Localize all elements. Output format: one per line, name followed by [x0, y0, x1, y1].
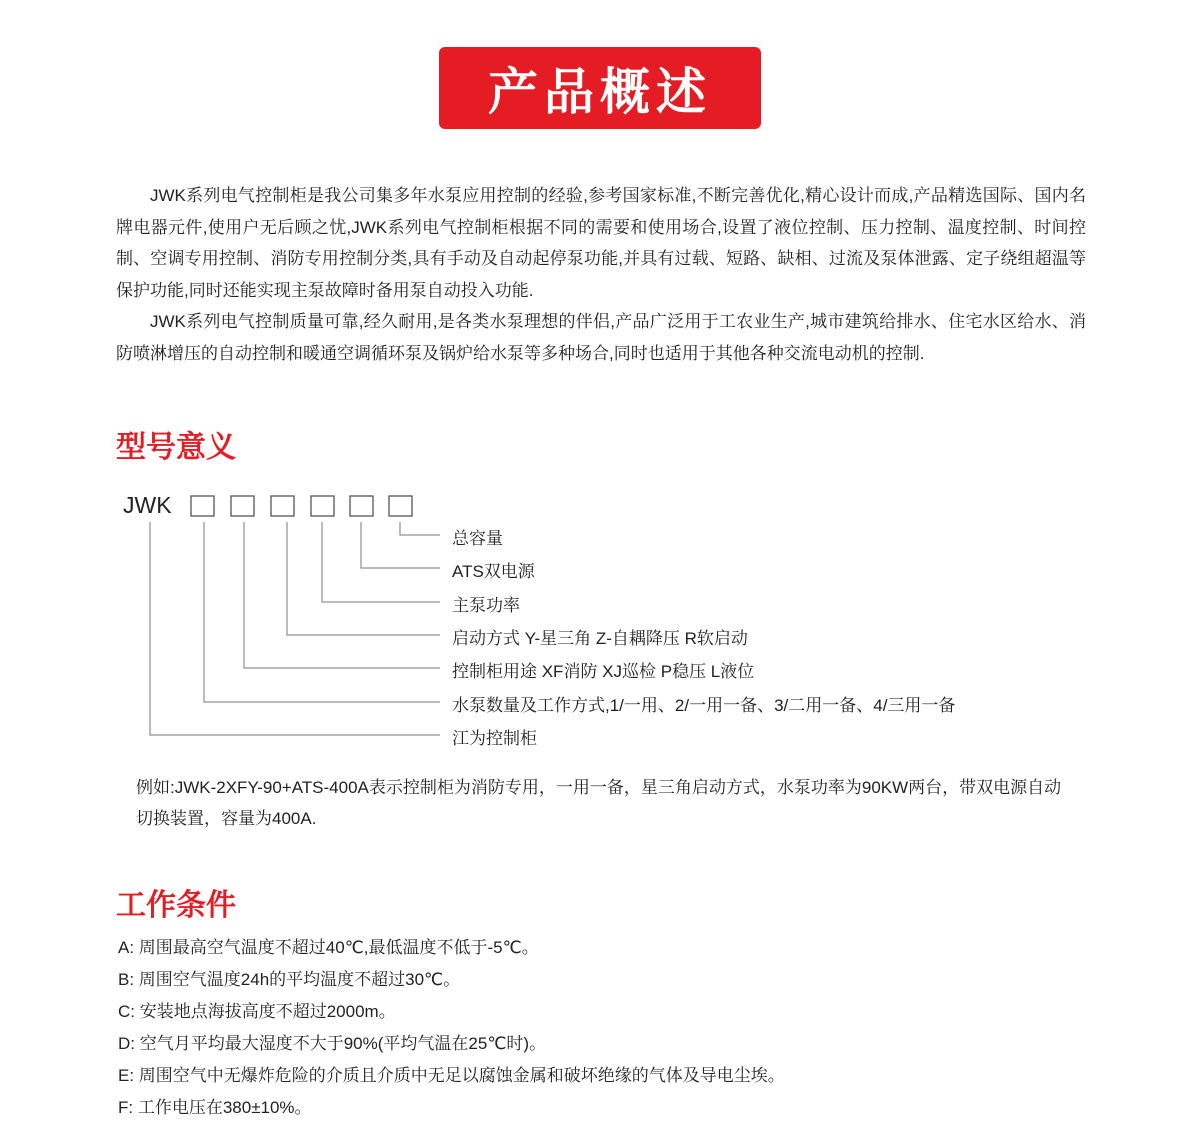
overview-text — [116, 180, 1086, 369]
code-slot-box — [389, 496, 412, 516]
model-prefix: JWK — [123, 492, 172, 518]
legend-label-ats: ATS双电源 — [452, 562, 535, 581]
model-heading: 型号意义 — [116, 431, 236, 464]
code-slot-box — [350, 496, 373, 516]
overview-paragraph: JWK系列电气控制柜是我公司集多年水泵应用控制的经验,参考国家标准,不断完善优化,精心设计而成,产品精选国际、国内名牌电器元件,使用户无后顾之忧,JWK系列电气控制柜根据不同的需要和使用场合,设置了液位控制、压力控制、温度控制、时间控制、空调专用控制、消防专用控制分类,具有手动及自动起停泵功能,并具有过载、短路、缺相、过流及泵体泄露、定子绕组超温等保护功能,同时还能实现主泵故障时备用泵自动投入功能. — [116, 186, 1086, 300]
legend-leader-line — [244, 522, 440, 668]
code-slot-box — [231, 496, 254, 516]
code-slot-box — [311, 496, 334, 516]
conditions-heading: 工作条件 — [116, 889, 236, 922]
condition-item: F: 工作电压在380±10%。 — [118, 1098, 312, 1117]
condition-item: C: 安装地点海拔高度不超过2000m。 — [118, 1002, 396, 1021]
legend-label-start-mode: 启动方式 Y-星三角 Z-自耦降压 R软启动 — [452, 629, 748, 648]
banner-title: 产品概述 — [488, 64, 712, 120]
legend-leader-line — [400, 522, 440, 535]
section-banner — [439, 47, 761, 129]
legend-leader-line — [150, 522, 440, 735]
conditions-list — [118, 932, 785, 1124]
overview-paragraph: JWK系列电气控制质量可靠,经久耐用,是各类水泵理想的伴侣,产品广泛用于工农业生产,城市建筑给排水、住宅水区给水、消防喷淋增压的自动控制和暖通空调循环泵及锅炉给水泵等多种场合,同时也适用于其他各种交流电动机的控制. — [116, 312, 1086, 363]
legend-leader-line — [287, 522, 440, 635]
legend-label-capacity: 总容量 — [452, 529, 503, 548]
condition-item: B: 周围空气温度24h的平均温度不超过30℃。 — [118, 970, 461, 989]
code-slot-box — [271, 496, 294, 516]
legend-label-usage: 控制柜用途 XF消防 XJ巡检 P稳压 L液位 — [452, 662, 755, 681]
condition-item: D: 空气月平均最大湿度不大于90%(平均气温在25℃时)。 — [118, 1034, 547, 1053]
legend-label-brand: 江为控制柜 — [452, 729, 537, 748]
code-slot-box — [191, 496, 214, 516]
model-example: 例如:JWK-2XFY-90+ATS-400A表示控制柜为消防专用，一用一备，星三角启动方式，水泵功率为90KW两台，带双电源自动切换装置，容量为400A. — [136, 778, 1062, 828]
legend-leader-line — [361, 522, 440, 568]
legend-label-pump-power: 主泵功率 — [452, 596, 520, 615]
legend-leader-line — [322, 522, 440, 602]
condition-item: A: 周围最高空气温度不超过40℃,最低温度不低于-5℃。 — [118, 938, 539, 957]
legend-label-pump-count: 水泵数量及工作方式,1/一用、2/一用一备、3/二用一备、4/三用一备 — [452, 696, 956, 715]
condition-item: E: 周围空气中无爆炸危险的介质且介质中无足以腐蚀金属和破坏绝缘的气体及导电尘埃。 — [118, 1066, 785, 1085]
legend-leader-line — [204, 522, 440, 702]
